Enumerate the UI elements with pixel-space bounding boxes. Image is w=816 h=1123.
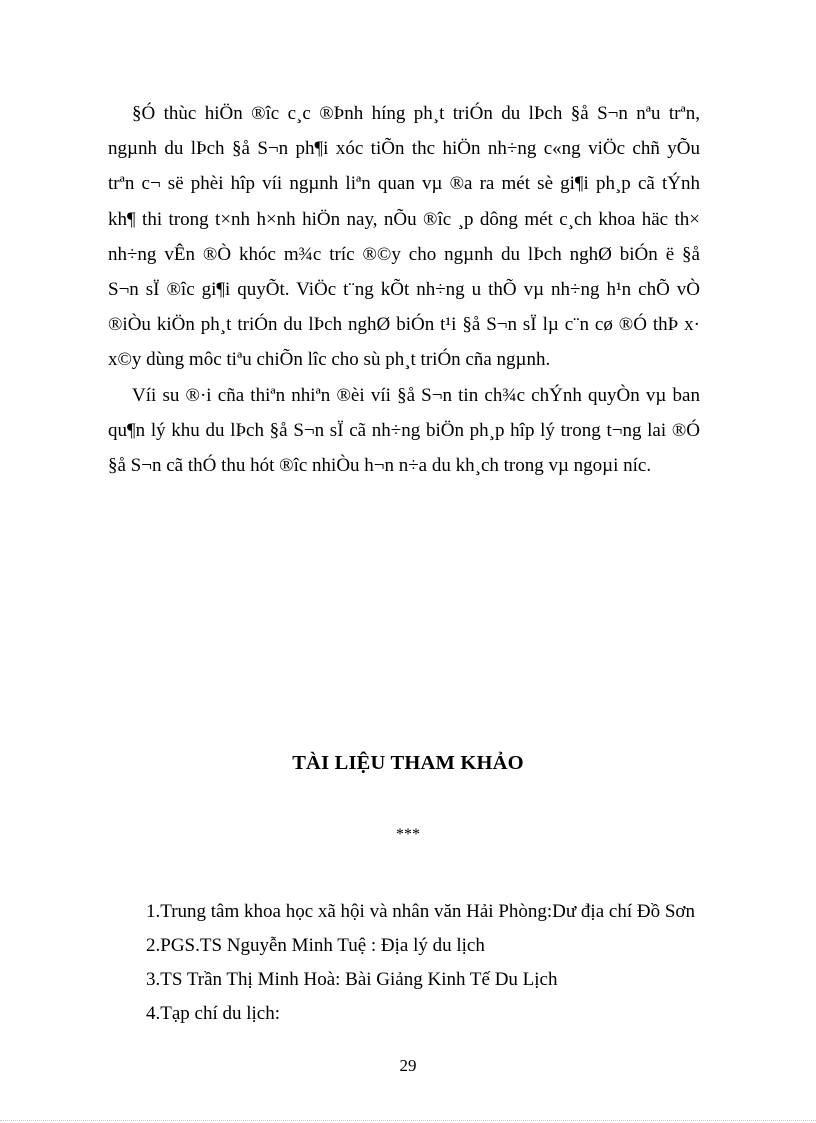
- text-line: kh¶ thi trong t×nh h×nh hiÖn nay, nÕu ®îc ¸p dông mét c¸ch khoa häc th×: [108, 208, 700, 230]
- text-line: §Ó thùc hiÖn ®îc c¸c ®Þnh híng ph¸t triÓn du lÞch §å S¬n nªu trªn,: [132, 103, 700, 124]
- references-heading: TÀI LIỆU THAM KHẢO: [292, 752, 524, 774]
- text-line: ®iÒu kiÖn ph¸t triÓn du lÞch nghØ biÓn t¹i §å S¬n sÏ lµ c¨n cø ®Ó thÞ x·: [108, 314, 700, 336]
- text-line: x©y dùng môc tiªu chiÕn lîc cho sù ph¸t triÓn cña ngµnh.: [108, 349, 551, 371]
- text-line: nh÷ng vÊn ®Ò khóc m¾c tríc ®©y cho ngµnh du lÞch nghØ biÓn ë §å: [108, 243, 700, 265]
- conclusion-paragraph-1: [108, 96, 700, 378]
- reference-item: 2.PGS.TS Nguyễn Minh Tuệ : Địa lý du lịch: [146, 935, 485, 956]
- reference-item: 3.TS Trần Thị Minh Hoà: Bài Giảng Kinh Tế Du Lịch: [146, 969, 558, 990]
- section-separator: ***: [396, 826, 420, 843]
- text-line: ngµnh du lÞch §å S¬n ph¶i xóc tiÕn thc hiÖn nh÷ng c«ng viÖc chñ yÕu: [108, 138, 700, 160]
- reference-item: 1.Trung tâm khoa học xã hội và nhân văn Hải Phòng:Dư địa chí Đồ Sơn: [146, 901, 695, 922]
- reference-list: [146, 895, 746, 1031]
- text-line: Víi su ®·i cña thiªn nhiªn ®èi víi §å S¬n tin ch¾c chÝnh quyÒn vµ ban: [132, 384, 700, 406]
- reference-item: 4.Tạp chí du lịch:: [146, 1003, 281, 1024]
- text-line: qu¶n lý khu du lÞch §å S¬n sÏ cã nh÷ng biÖn ph¸p hîp lý trong t¬ng lai ®Ó: [108, 419, 700, 441]
- conclusion-paragraph-2: [108, 378, 700, 484]
- text-line: trªn c¬ së phèi hîp víi ngµnh liªn quan vµ ®a ra mét sè gi¶i ph¸p cã tÝnh: [108, 173, 700, 195]
- text-line: S¬n sÏ ®îc gi¶i quyÕt. ViÖc t¨ng kÕt nh÷ng u thÕ vµ nh÷ng h¹n chÕ vÒ: [108, 278, 700, 300]
- body-text: [108, 96, 700, 483]
- text-line: §å S¬n cã thÓ thu hót ®îc nhiÒu h¬n n÷a du kh¸ch trong vµ ngoµi níc.: [108, 454, 652, 476]
- page-number: 29: [399, 1056, 417, 1075]
- page-bottom-divider: [0, 1120, 816, 1121]
